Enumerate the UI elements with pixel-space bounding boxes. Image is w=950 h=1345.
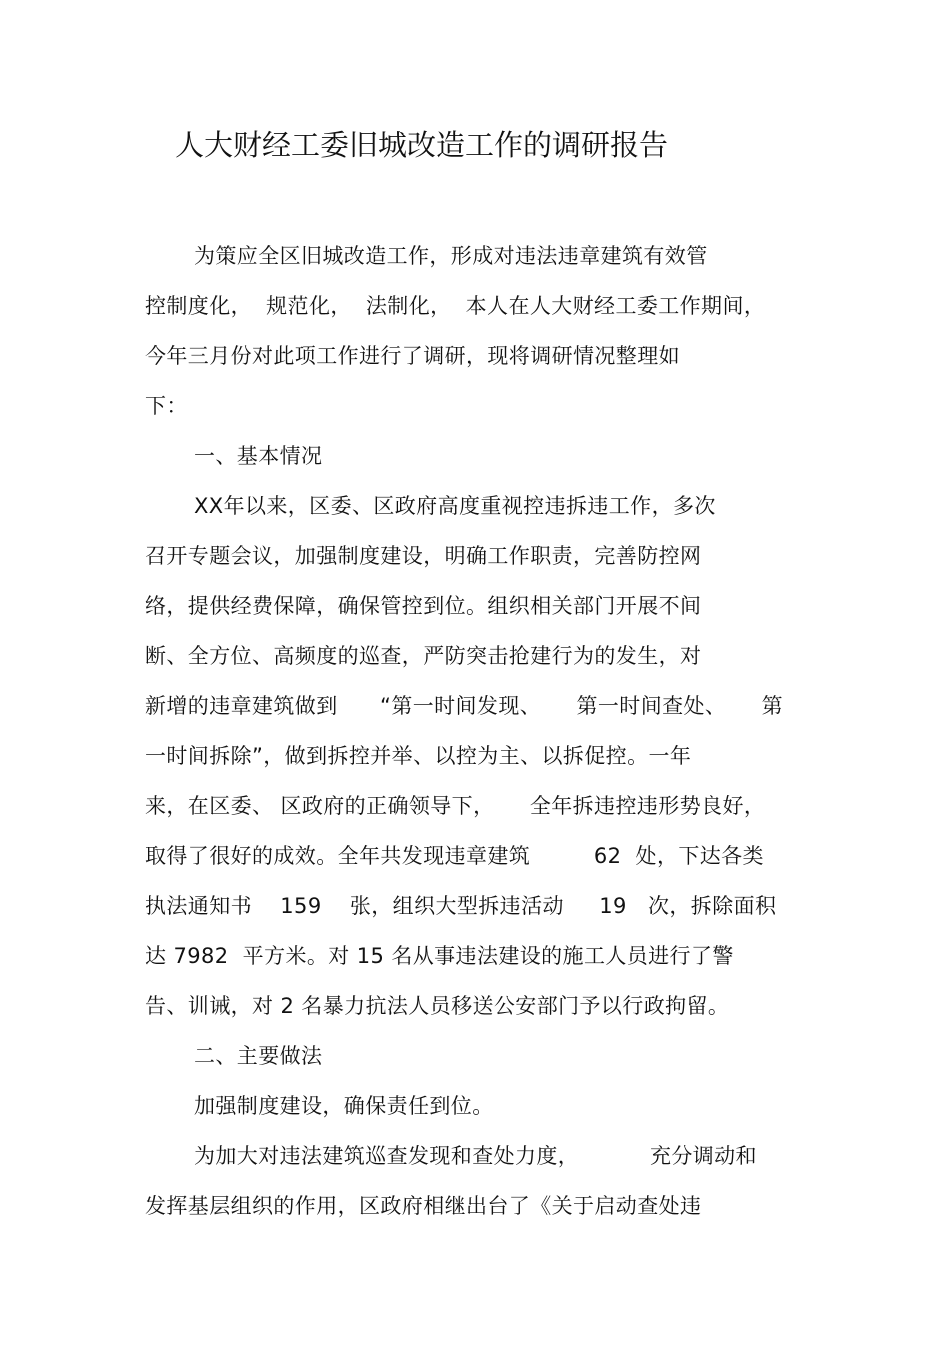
- paragraph-line: 下：: [145, 394, 188, 418]
- paragraph-line: 为加大对违法建筑巡查发现和查处力度， 充分调动和: [194, 1144, 757, 1168]
- paragraph-line: 达 7982 平方米。对 15 名从事违法建设的施工人员进行了警: [145, 944, 734, 968]
- paragraph-line: 为策应全区旧城改造工作，形成对违法违章建筑有效管: [194, 244, 708, 268]
- paragraph-line: XX年以来，区委、区政府高度重视控违拆违工作，多次: [194, 494, 716, 518]
- paragraph-line: 络，提供经费保障，确保管控到位。组织相关部门开展不间: [145, 594, 702, 618]
- paragraph-line: 取得了很好的成效。全年共发现违章建筑 62 处，下达各类: [145, 844, 764, 868]
- paragraph-line: 断、全方位、高频度的巡查，严防突击抢建行为的发生，对: [145, 644, 702, 668]
- section-heading: 一、基本情况: [194, 444, 323, 468]
- paragraph-line: 今年三月份对此项工作进行了调研，现将调研情况整理如: [145, 344, 680, 368]
- paragraph-line: 召开专题会议，加强制度建设，明确工作职责，完善防控网: [145, 544, 702, 568]
- paragraph-line: 新增的违章建筑做到 “第一时间发现、 第一时间查处、 第: [145, 694, 784, 718]
- section-heading: 二、主要做法: [194, 1044, 323, 1068]
- paragraph-line: 一时间拆除”，做到拆控并举、以控为主、以拆促控。一年: [145, 744, 692, 768]
- paragraph-line: 控制度化， 规范化， 法制化， 本人在人大财经工委工作期间，: [145, 294, 766, 318]
- paragraph-line: 加强制度建设，确保责任到位。: [194, 1094, 494, 1118]
- paragraph-line: 发挥基层组织的作用，区政府相继出台了《关于启动查处违: [145, 1194, 702, 1218]
- paragraph-line: 执法通知书 159 张，组织大型拆违活动 19 次，拆除面积: [145, 894, 777, 918]
- document-title: 人大财经工委旧城改造工作的调研报告: [175, 128, 669, 162]
- paragraph-line: 来，在区委、 区政府的正确领导下， 全年拆违控违形势良好，: [145, 794, 766, 818]
- paragraph-line: 告、训诫，对 2 名暴力抗法人员移送公安部门予以行政拘留。: [145, 994, 730, 1018]
